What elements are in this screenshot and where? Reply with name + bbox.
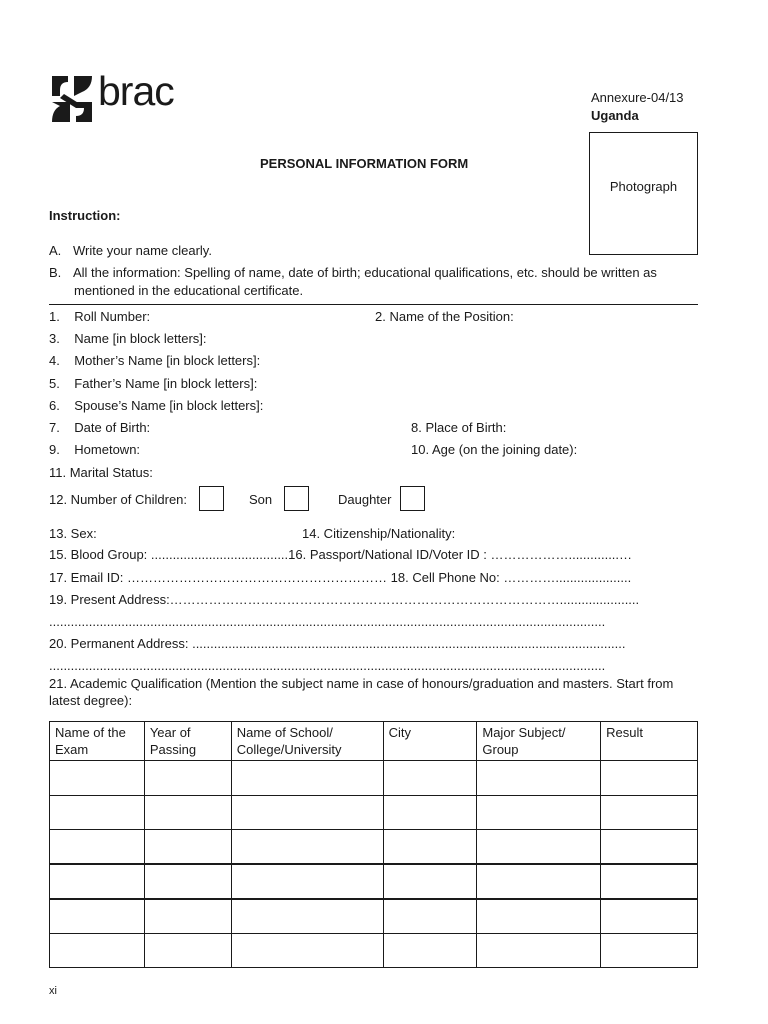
annexure-number: Annexure-04/13 — [591, 90, 684, 105]
table-cell[interactable] — [477, 795, 601, 830]
header-year: Year of Passing — [144, 722, 231, 761]
brac-logo-icon — [48, 74, 96, 124]
field-spouse-name[interactable]: 6. Spouse’s Name [in block letters]: — [49, 398, 264, 413]
photograph-label: Photograph — [609, 179, 678, 194]
table-cell[interactable] — [144, 899, 231, 934]
field-place-of-birth[interactable]: 8. Place of Birth: — [411, 420, 507, 435]
field-date-of-birth[interactable]: 7. Date of Birth: — [49, 420, 151, 435]
field-citizenship[interactable]: 14. Citizenship/Nationality: — [302, 526, 456, 541]
header-result: Result — [601, 722, 698, 761]
field-present-address[interactable]: 19. Present Address:………………………………………………………………………………...................... — [49, 592, 640, 607]
present-address-line[interactable]: .......................................................................................................................................................... — [49, 614, 606, 629]
permanent-address-line[interactable]: .......................................................................................................................................................... — [49, 658, 606, 673]
field-age[interactable]: 10. Age (on the joining date): — [411, 442, 578, 457]
field-blood-passport[interactable]: 15. Blood Group: ......................................16. Passport/National ID/Voter ID : ………………..............… — [49, 547, 633, 562]
table-cell[interactable] — [383, 761, 477, 796]
table-cell[interactable] — [231, 933, 383, 968]
table-cell[interactable] — [231, 795, 383, 830]
page-number: xi — [49, 985, 57, 997]
header-city: City — [383, 722, 477, 761]
academic-qualification-heading-cont: latest degree): — [49, 693, 133, 708]
instruction-item-a — [49, 242, 212, 260]
table-cell[interactable] — [144, 761, 231, 796]
divider — [49, 304, 698, 305]
table-row — [50, 933, 698, 968]
table-cell[interactable] — [144, 933, 231, 968]
instruction-text: Write your name clearly. — [73, 243, 212, 258]
field-hometown[interactable]: 9. Hometown: — [49, 442, 141, 457]
table-cell[interactable] — [383, 899, 477, 934]
field-email-phone[interactable]: 17. Email ID: …………………………………………………… 18. Cell Phone No: …………..................... — [49, 570, 632, 585]
instruction-title: Instruction: — [49, 208, 121, 223]
son-label: Son — [249, 492, 273, 507]
table-cell[interactable] — [601, 795, 698, 830]
country-name: Uganda — [591, 108, 639, 123]
brac-logo — [48, 68, 193, 124]
table-row — [50, 830, 698, 865]
daughter-label: Daughter — [338, 492, 392, 507]
table-cell[interactable] — [231, 899, 383, 934]
table-cell[interactable] — [383, 830, 477, 865]
logo-wordmark: brac — [98, 68, 174, 114]
header-school: Name of School/ College/University — [231, 722, 383, 761]
field-position[interactable]: 2. Name of the Position: — [375, 309, 514, 324]
field-father-name[interactable]: 5. Father’s Name [in block letters]: — [49, 376, 258, 391]
table-row — [50, 864, 698, 899]
son-count-box[interactable] — [284, 486, 309, 511]
table-cell[interactable] — [601, 933, 698, 968]
table-cell[interactable] — [144, 795, 231, 830]
table-row — [50, 761, 698, 796]
instruction-label: A. — [49, 243, 62, 258]
header-exam: Name of the Exam — [50, 722, 145, 761]
table-cell[interactable] — [601, 899, 698, 934]
table-cell[interactable] — [383, 864, 477, 899]
instruction-label: B. — [49, 265, 62, 280]
form-title: PERSONAL INFORMATION FORM — [260, 156, 469, 171]
table-cell[interactable] — [50, 830, 145, 865]
table-cell[interactable] — [601, 864, 698, 899]
field-roll-number[interactable]: 1. Roll Number: — [49, 309, 151, 324]
table-cell[interactable] — [477, 761, 601, 796]
instruction-text: All the information: Spelling of name, date of birth; educational qualifications, etc. should be written as — [73, 265, 657, 280]
annexure-block — [591, 89, 684, 125]
table-cell[interactable] — [144, 830, 231, 865]
children-count-box[interactable] — [199, 486, 224, 511]
academic-qualification-table — [49, 721, 698, 968]
table-cell[interactable] — [477, 830, 601, 865]
field-marital-status[interactable]: 11. Marital Status: — [49, 465, 153, 480]
table-header-row — [50, 722, 698, 761]
table-cell[interactable] — [477, 933, 601, 968]
table-cell[interactable] — [383, 933, 477, 968]
table-cell[interactable] — [231, 761, 383, 796]
table-cell[interactable] — [231, 864, 383, 899]
table-row — [50, 795, 698, 830]
table-cell[interactable] — [477, 864, 601, 899]
field-name[interactable]: 3. Name [in block letters]: — [49, 331, 207, 346]
table-cell[interactable] — [231, 830, 383, 865]
table-cell[interactable] — [601, 761, 698, 796]
daughter-count-box[interactable] — [400, 486, 425, 511]
field-children-label: 12. Number of Children: — [49, 492, 188, 507]
table-cell[interactable] — [144, 864, 231, 899]
instruction-text-continued: mentioned in the educational certificate. — [74, 283, 304, 298]
table-cell[interactable] — [50, 761, 145, 796]
instruction-item-b — [49, 264, 657, 300]
table-cell[interactable] — [50, 933, 145, 968]
table-cell[interactable] — [50, 899, 145, 934]
photograph-box[interactable] — [589, 132, 698, 255]
field-permanent-address[interactable]: 20. Permanent Address: ........................................................................................................................ — [49, 636, 626, 651]
field-mother-name[interactable]: 4. Mother’s Name [in block letters]: — [49, 353, 261, 368]
table-cell[interactable] — [601, 830, 698, 865]
table-cell[interactable] — [477, 899, 601, 934]
table-cell[interactable] — [383, 795, 477, 830]
table-cell[interactable] — [50, 795, 145, 830]
academic-qualification-heading: 21. Academic Qualification (Mention the subject name in case of honours/graduation and masters. Start from — [49, 676, 674, 691]
field-sex[interactable]: 13. Sex: — [49, 526, 97, 541]
table-cell[interactable] — [50, 864, 145, 899]
header-subject: Major Subject/ Group — [477, 722, 601, 761]
table-row — [50, 899, 698, 934]
